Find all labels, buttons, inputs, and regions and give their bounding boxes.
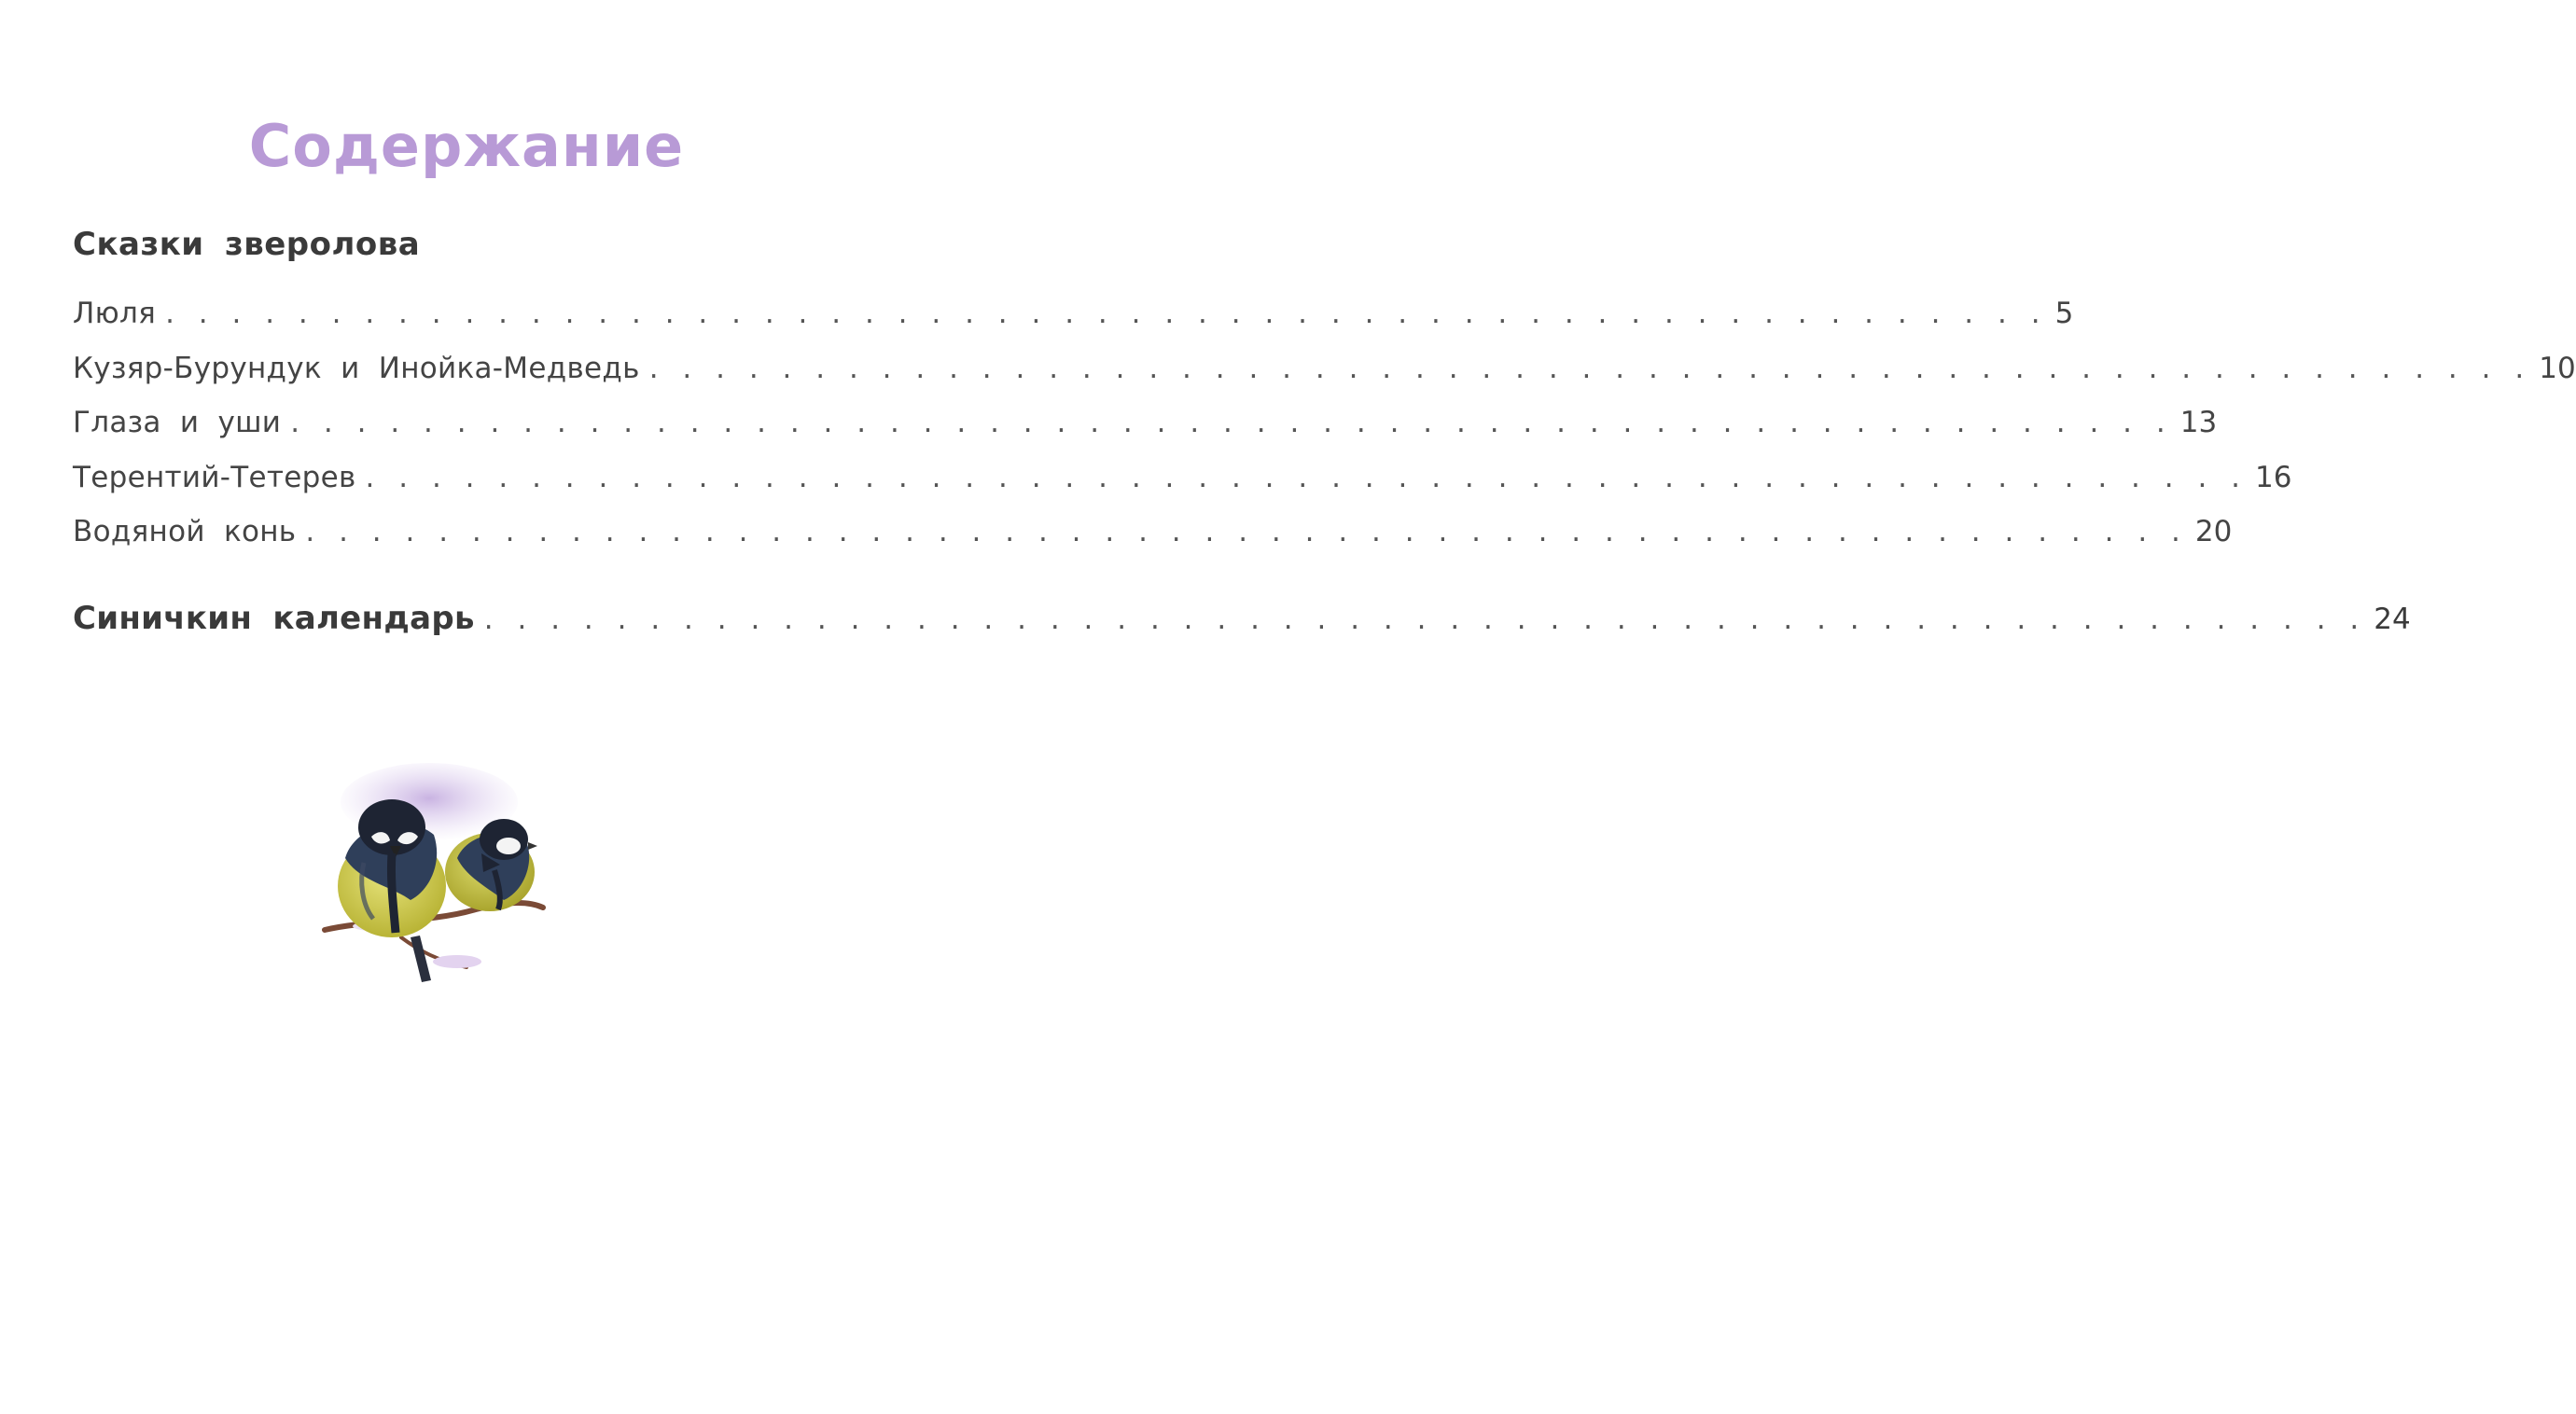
section-heading: Сказки зверолова	[73, 226, 421, 263]
toc-entry-title: Синичкин календарь	[73, 599, 475, 637]
toc-entry-page: 16	[2255, 460, 2292, 494]
dot-leader: . . . . . . . . . . . . . . . . . . . . . . . . . . . . . . . . . . . . . . . . . . . . . . . . . . . . . . . . .	[648, 351, 2532, 385]
toc-entry-title: Люля	[73, 297, 157, 330]
dot-leader: . . . . . . . . . . . . . . . . . . . . . . . . . . . . . . . . . . . . . . . . . . . . . . . . . . . . . . . . .	[290, 406, 2173, 439]
page-title: Содержание	[248, 112, 685, 180]
table-of-contents	[73, 297, 2576, 654]
dot-leader: . . . . . . . . . . . . . . . . . . . . . . . . . . . . . . . . . . . . . . . . . . . . . . . . . . . . . . . . .	[305, 515, 2188, 548]
toc-major-entry[interactable]	[73, 599, 2411, 655]
toc-entry-title: Водяной конь	[73, 515, 297, 548]
dot-leader: . . . . . . . . . . . . . . . . . . . . . . . . . . . . . . . . . . . . . . . . . . . . . . . . . . . . . . . . .	[165, 297, 2048, 330]
toc-entry-page: 13	[2179, 406, 2218, 439]
toc-entry-title: Терентий-Тетерев	[73, 460, 356, 494]
toc-entry[interactable]	[73, 351, 2576, 407]
toc-entry-page: 5	[2054, 297, 2074, 330]
toc-entry-page: 24	[2374, 602, 2411, 636]
toc-entry-title: Кузяр-Бурундук и Инойка-Медведь	[73, 351, 640, 385]
toc-entry[interactable]	[73, 406, 2218, 461]
toc-entry-page: 20	[2194, 515, 2233, 548]
toc-entry-page: 10	[2539, 351, 2576, 385]
toc-entry[interactable]	[73, 297, 2074, 352]
titmice-on-branch-icon	[317, 760, 560, 993]
dot-leader: . . . . . . . . . . . . . . . . . . . . . . . . . . . . . . . . . . . . . . . . . . . . . . . . . . . . . . . . .	[365, 460, 2249, 494]
toc-entry[interactable]	[73, 515, 2233, 570]
dot-leader: . . . . . . . . . . . . . . . . . . . . . . . . . . . . . . . . . . . . . . . . . . . . . . . . . . . . . . . . .	[483, 602, 2367, 636]
toc-entry[interactable]	[73, 460, 2292, 516]
toc-entry-title: Глаза и уши	[73, 406, 282, 439]
